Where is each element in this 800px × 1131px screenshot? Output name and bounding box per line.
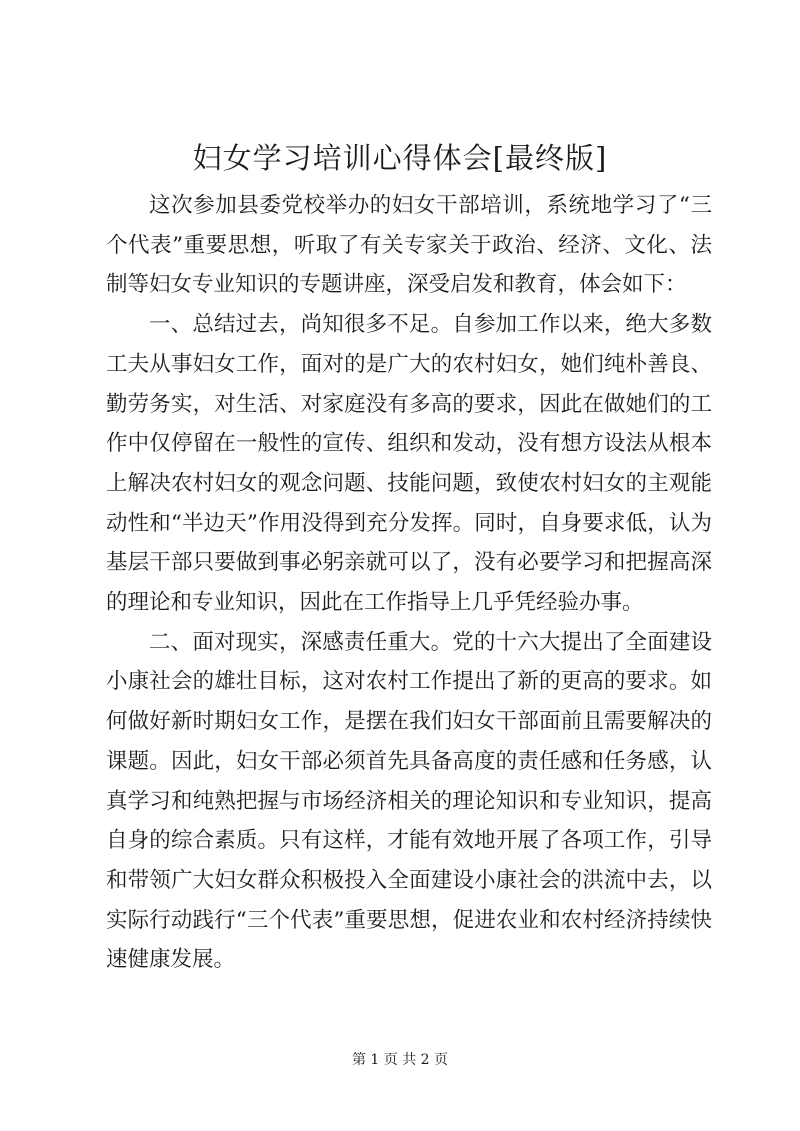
document-body: [106, 186, 712, 980]
page-footer: 第 1 页 共 2 页: [351, 1052, 449, 1068]
paragraph-section-one: 一、总结过去，尚知很多不足。自参加工作以来，绝大多数工夫从事妇女工作，面对的是广大的农村妇女，她们纯朴善良、勤劳务实，对生活、对家庭没有多高的要求，因此在做她们的工作中仅停留在一般性的宣传、组织和发动，没有想方设法从根本上解决农村妇女的观念问题、技能问题，致使农村妇女的主观能动性和“半边天”作用没得到充分发挥。同时，自身要求低，认为基层干部只要做到事必躬亲就可以了，没有必要学习和把握高深的理论和专业知识，因此在工作指导上几乎凭经验办事。: [106, 312, 712, 616]
paragraph-intro: 这次参加县委党校举办的妇女干部培训，系统地学习了“三个代表”重要思想，听取了有关专家关于政治、经济、文化、法制等妇女专业知识的专题讲座，深受启发和教育，体会如下：: [106, 193, 712, 298]
paragraph-section-two: 二、面对现实，深感责任重大。党的十六大提出了全面建设小康社会的雄壮目标，这对农村工作提出了新的更高的要求。如何做好新时期妇女工作，是摆在我们妇女干部面前且需要解决的课题。因此，妇女干部必须首先具备高度的责任感和任务感，认真学习和纯熟把握与市场经济相关的理论知识和专业知识，提高自身的综合素质。只有这样，才能有效地开展了各项工作，引导和带领广大妇女群众积极投入全面建设小康社会的洪流中去，以实际行动践行“三个代表”重要思想，促进农业和农村经济持续快速健康发展。: [106, 629, 712, 973]
document-title: 妇女学习培训心得体会[最终版]: [192, 141, 608, 175]
